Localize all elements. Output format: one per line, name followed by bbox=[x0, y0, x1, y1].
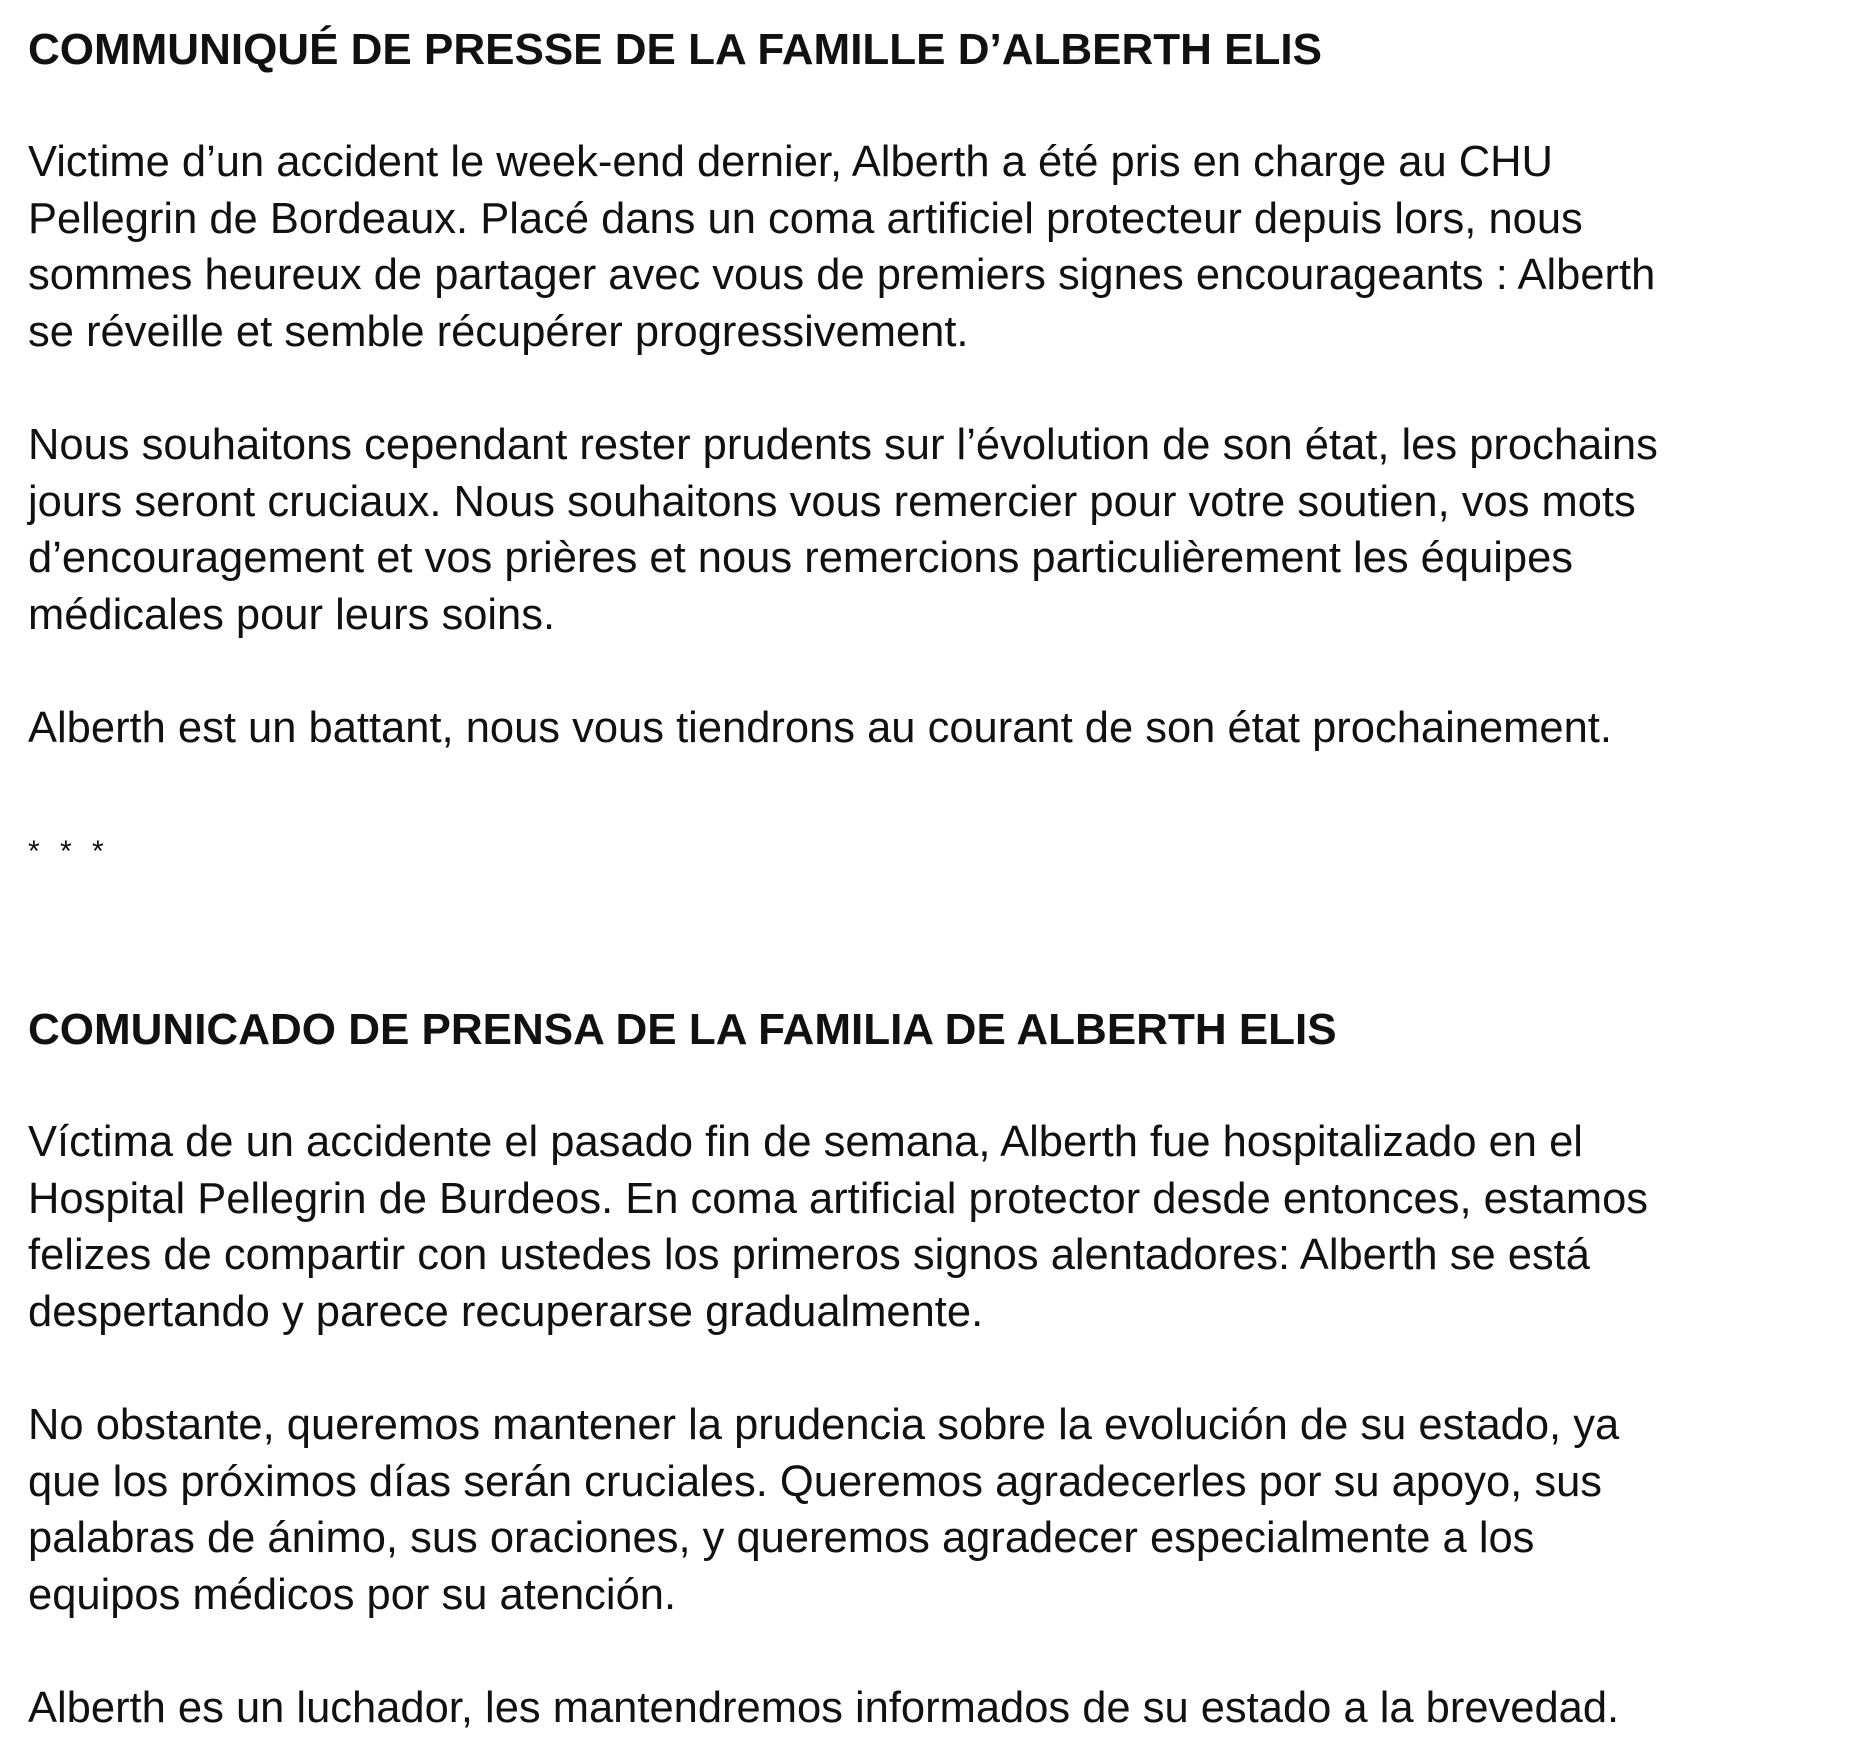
text-line: Victime d’un accident le week-end dernier, Alberth a été pris en charge au CHU bbox=[28, 138, 1553, 186]
text-line: No obstante, queremos mantener la prudencia sobre la evolución de su estado, ya bbox=[28, 1401, 1620, 1449]
text-line: equipos médicos por su atención. bbox=[28, 1570, 677, 1619]
spanish-paragraph-1 bbox=[28, 1114, 1648, 1340]
text-line: felizes de compartir con ustedes los primeros signos alentadores: Alberth se está bbox=[28, 1231, 1590, 1279]
text-line: sommes heureux de partager avec vous de premiers signes encourageants : Alberth bbox=[28, 251, 1656, 299]
spanish-paragraph-2 bbox=[28, 1397, 1619, 1623]
text-line: Nous souhaitons cependant rester prudents sur l’évolution de son état, les prochains bbox=[28, 421, 1658, 469]
text-line: Alberth est un battant, nous vous tiendrons au courant de son état prochainement. bbox=[28, 704, 1612, 752]
text-line: médicales pour leurs soins. bbox=[28, 590, 556, 639]
text-line: que los próximos días serán cruciales. Queremos agradecerles por su apoyo, sus bbox=[28, 1457, 1603, 1506]
french-paragraph-1 bbox=[28, 134, 1655, 360]
text-line: Hospital Pellegrin de Burdeos. En coma artificial protector desde entonces, estamos bbox=[28, 1174, 1649, 1223]
text-line: Víctima de un accidente el pasado fin de semana, Alberth fue hospitalizado en el bbox=[28, 1118, 1583, 1166]
spanish-title: COMUNICADO DE PRENSA DE LA FAMILIA DE ALBERTH ELIS bbox=[28, 1005, 1337, 1054]
text-line: Alberth es un luchador, les mantendremos informados de su estado a la brevedad. bbox=[28, 1684, 1620, 1732]
text-line: despertando y parece recuperarse gradualmente. bbox=[28, 1287, 984, 1336]
text-line: jours seront cruciaux. Nous souhaitons vous remercier pour votre soutien, vos mots bbox=[28, 477, 1636, 526]
french-paragraph-2 bbox=[28, 417, 1658, 643]
text-line: palabras de ánimo, sus oraciones, y queremos agradecer especialmente a los bbox=[28, 1514, 1535, 1562]
section-separator: * * * bbox=[28, 835, 110, 868]
french-paragraph-3 bbox=[28, 700, 1612, 757]
text-line: se réveille et semble récupérer progressivement. bbox=[28, 307, 969, 356]
spanish-paragraph-3 bbox=[28, 1680, 1619, 1737]
text-line: d’encouragement et vos prières et nous remercions particulièrement les équipes bbox=[28, 534, 1574, 582]
text-line: Pellegrin de Bordeaux. Placé dans un coma artificiel protecteur depuis lors, nous bbox=[28, 194, 1583, 243]
french-title: COMMUNIQUÉ DE PRESSE DE LA FAMILLE D’ALBERTH ELIS bbox=[28, 25, 1322, 74]
